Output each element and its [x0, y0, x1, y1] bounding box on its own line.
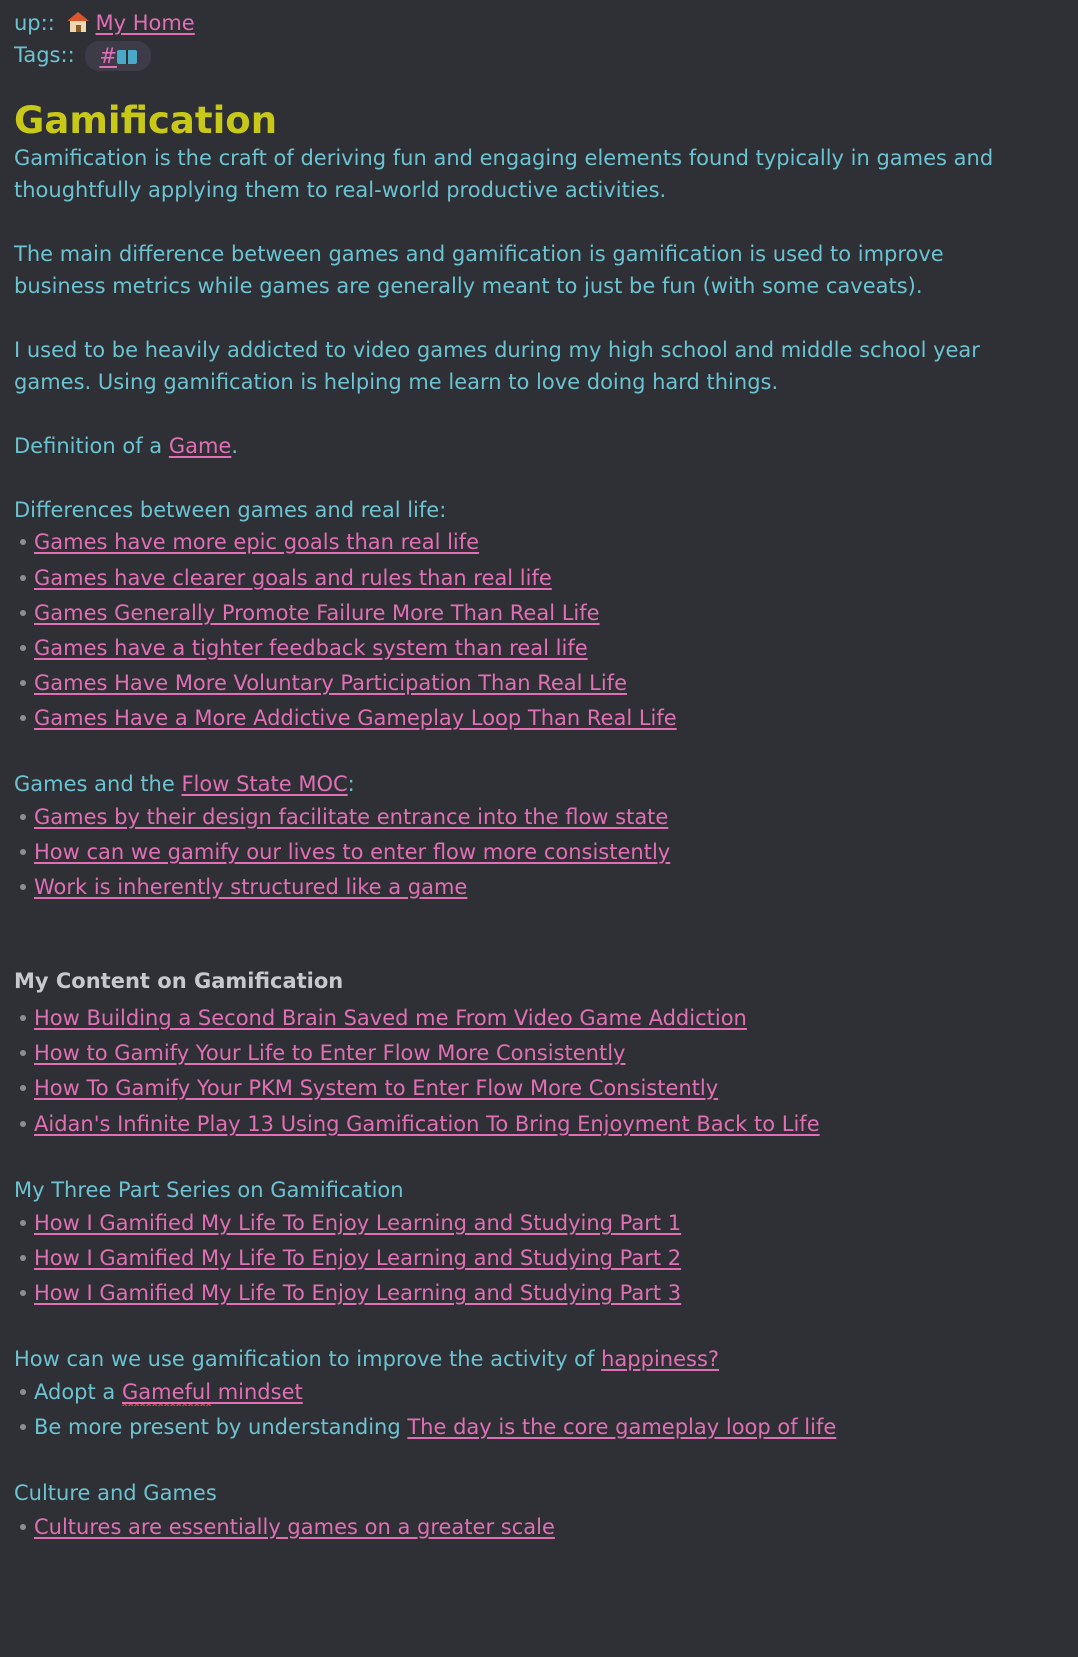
- list-item: [14, 1107, 820, 1141]
- up-label: up::: [14, 11, 55, 35]
- intro-paragraph-2: The main difference between games and gamification is gamification is used to improve business metrics while games are generally meant to just be fun (with some caveats).: [14, 242, 944, 298]
- bullet-icon: [20, 680, 26, 686]
- intro-paragraph-1: Gamification is the craft of deriving fun and engaging elements found typically in games and thoughtfully applying them to real-world productive activities.: [14, 146, 994, 202]
- bullet-icon: [20, 849, 26, 855]
- list-item: [14, 701, 677, 735]
- list-item: [14, 1071, 718, 1105]
- list-item: [14, 1241, 681, 1275]
- content-link-1[interactable]: How Building a Second Brain Saved me From Video Game Addiction: [34, 1006, 747, 1030]
- flow-prefix: Games and the: [14, 772, 182, 796]
- mindset-word: mindset: [211, 1380, 303, 1404]
- differences-link-6[interactable]: Games Have a More Addictive Gameplay Loop Than Real Life: [34, 706, 677, 730]
- game-link[interactable]: Game: [168, 434, 232, 458]
- bullet-icon: [20, 610, 26, 616]
- definition-suffix: .: [231, 434, 239, 458]
- definition-line: [14, 429, 238, 463]
- happiness-item1-prefix: Adopt a: [34, 1380, 122, 1404]
- series-link-1[interactable]: How I Gamified My Life To Enjoy Learning and Studying Part 1: [34, 1211, 682, 1235]
- gameful-word: Gameful: [121, 1380, 212, 1404]
- content-link-3[interactable]: How To Gamify Your PKM System to Enter Flow More Consistently: [34, 1076, 719, 1100]
- intro-paragraph-3: I used to be heavily addicted to video games during my high school and middle school year games. Using gamification is helping me learn to love doing hard things.: [14, 338, 980, 394]
- series-link-3[interactable]: How I Gamified My Life To Enjoy Learning and Studying Part 3: [34, 1281, 682, 1305]
- list-item: [14, 1276, 681, 1310]
- gameful-mindset-link[interactable]: [122, 1380, 303, 1406]
- list-item: [14, 1206, 681, 1240]
- definition-prefix: Definition of a: [14, 434, 169, 458]
- bullet-icon: [20, 814, 26, 820]
- bullet-icon: [20, 1121, 26, 1127]
- bullet-icon: [20, 1290, 26, 1296]
- culture-link-1[interactable]: Cultures are essentially games on a greater scale: [34, 1515, 555, 1539]
- happiness-prefix: How can we use gamification to improve the activity of: [14, 1347, 602, 1371]
- bullet-icon: [20, 645, 26, 651]
- flow-heading: [14, 767, 355, 801]
- bullet-icon: [20, 1255, 26, 1261]
- list-item: [14, 1410, 836, 1444]
- list-item: [14, 631, 588, 665]
- list-item: [14, 1001, 747, 1035]
- happiness-link[interactable]: happiness?: [601, 1347, 720, 1371]
- differences-link-3[interactable]: Games Generally Promote Failure More Than Real Life: [34, 601, 600, 625]
- bullet-icon: [20, 575, 26, 581]
- tags-label: Tags::: [14, 43, 75, 67]
- flow-link-2[interactable]: How can we gamify our lives to enter flow more consistently: [34, 840, 671, 864]
- core-gameplay-loop-link[interactable]: The day is the core gameplay loop of life: [407, 1415, 837, 1439]
- flow-state-moc-link[interactable]: Flow State MOC: [181, 772, 348, 796]
- list-item: [14, 525, 479, 559]
- bullet-icon: [20, 715, 26, 721]
- bullet-icon: [20, 1085, 26, 1091]
- flow-link-3[interactable]: Work is inherently structured like a game: [34, 875, 468, 899]
- page-title: Gamification: [14, 99, 278, 142]
- happiness-heading: [14, 1342, 719, 1376]
- list-item: [14, 835, 670, 869]
- content-link-2[interactable]: How to Gamify Your Life to Enter Flow More Consistently: [34, 1041, 626, 1065]
- content-link-4[interactable]: Aidan's Infinite Play 13 Using Gamification To Bring Enjoyment Back to Life: [34, 1112, 820, 1136]
- bullet-icon: [20, 884, 26, 890]
- tag-pill[interactable]: [85, 41, 151, 71]
- series-heading: My Three Part Series on Gamification: [14, 1178, 404, 1202]
- bullet-icon: [20, 1050, 26, 1056]
- up-link-my-home[interactable]: [67, 11, 194, 35]
- tag-hash: #: [99, 44, 117, 68]
- culture-heading: Culture and Games: [14, 1481, 217, 1505]
- bullet-icon: [20, 1424, 26, 1430]
- differences-link-2[interactable]: Games have clearer goals and rules than real life: [34, 566, 552, 590]
- book-icon: [117, 50, 137, 64]
- up-property: [14, 6, 195, 40]
- differences-link-4[interactable]: Games have a tighter feedback system than real life: [34, 636, 588, 660]
- list-item: [14, 561, 552, 595]
- list-item: [14, 1510, 555, 1544]
- list-item: [14, 666, 627, 700]
- list-item: [14, 800, 668, 834]
- list-item: [14, 1375, 303, 1409]
- list-item: [14, 596, 600, 630]
- series-link-2[interactable]: How I Gamified My Life To Enjoy Learning and Studying Part 2: [34, 1246, 682, 1270]
- differences-link-1[interactable]: Games have more epic goals than real life: [34, 530, 480, 554]
- happiness-item2-prefix: Be more present by understanding: [34, 1415, 408, 1439]
- bullet-icon: [20, 1524, 26, 1530]
- differences-heading: Differences between games and real life:: [14, 498, 447, 522]
- house-icon: [67, 12, 89, 32]
- list-item: [14, 870, 467, 904]
- up-link-label: My Home: [95, 11, 195, 35]
- flow-suffix: :: [347, 772, 355, 796]
- differences-link-5[interactable]: Games Have More Voluntary Participation Than Real Life: [34, 671, 627, 695]
- tags-property: [14, 38, 151, 72]
- content-heading: My Content on Gamification: [14, 969, 344, 993]
- bullet-icon: [20, 1389, 26, 1395]
- list-item: [14, 1036, 625, 1070]
- flow-link-1[interactable]: Games by their design facilitate entrance into the flow state: [34, 805, 669, 829]
- bullet-icon: [20, 1015, 26, 1021]
- bullet-icon: [20, 539, 26, 545]
- bullet-icon: [20, 1220, 26, 1226]
